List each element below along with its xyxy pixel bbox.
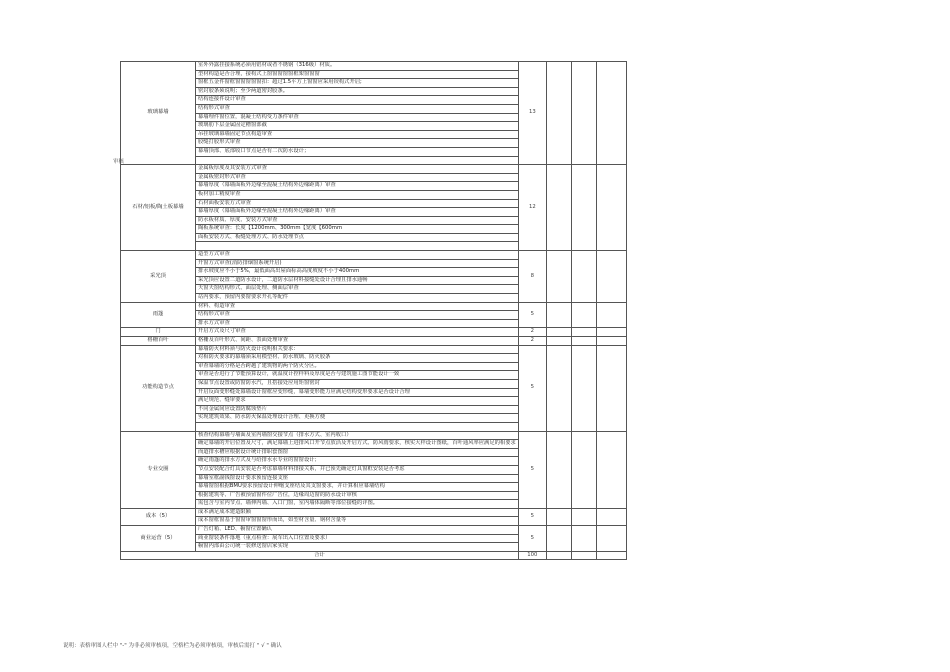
check-cell[interactable]	[546, 328, 571, 337]
item-cell: 金属板厚度及其安装方式审查	[196, 165, 519, 174]
item-cell: 橱窗内部由公司统一装修送窗店家实现	[196, 543, 519, 552]
score-cell: 5	[518, 508, 546, 525]
table-row	[121, 508, 627, 517]
score-cell: 13	[518, 62, 546, 165]
item-cell: 结构形式审查	[196, 311, 519, 320]
item-cell: 对相防火要求的幕墙须采用模型材、防水玻璃、防火胶条	[196, 354, 519, 363]
score-cell: 5	[518, 302, 546, 328]
total-row	[121, 551, 627, 560]
item-cell: 陶板系统审查：长度【1200mm、300mm【宽度【600mm	[196, 225, 519, 234]
item-cell: 玻璃肋下层金属固定槽窗部截	[196, 122, 519, 131]
item-cell: 材料、构造审查	[196, 302, 519, 311]
check-cell[interactable]	[571, 551, 596, 560]
item-cell: 采光顶应设置二道防水设计，二道防水层材料接缝处设计合理且排水通畅	[196, 276, 519, 285]
check-cell[interactable]	[596, 328, 626, 337]
table-row	[121, 526, 627, 535]
category-cell: 雨篷	[121, 302, 196, 328]
category-cell: 格栅百叶	[121, 337, 196, 346]
item-cell: 审查是否进行了节能预算设计，就温度计控样料及厚度是否与建筑施工图节能设计一致	[196, 371, 519, 380]
item-cell: 排水方式审查	[196, 319, 519, 328]
item-cell: 幕墙室框副钱窗设计要求预留连接支座	[196, 474, 519, 483]
item-cell: 室外外露挂接系统必须用铝材或者不锈钢（316级）材质。	[196, 62, 519, 71]
item-cell: 密封胶条须说明；至少两道密封胶条。	[196, 87, 519, 96]
item-cell: 吊挂玻璃幕墙固定节点构造审查	[196, 130, 519, 139]
item-cell: 面板安装方式、板缝处理方式、防水处理节点	[196, 233, 519, 242]
check-cell[interactable]	[596, 251, 626, 303]
item-cell: 站内要求，预留内要窗要求开孔等配件	[196, 294, 519, 303]
item-cell: 成本窗框窗基于窗窗审窗窗窗形而出，如型材含量、钢材含量等	[196, 517, 519, 526]
category-cell: 专业交圈	[121, 431, 196, 508]
item-cell: 不同金属间应设置防腐蚀垫片	[196, 405, 519, 414]
item-cell: 而道排水槽应根据设计统计排职套图窗	[196, 448, 519, 457]
score-cell: 5	[518, 345, 546, 431]
item-cell: 满足规范、缝审要求	[196, 397, 519, 406]
check-cell[interactable]	[596, 431, 626, 508]
category-cell: 门	[121, 328, 196, 337]
table-row	[121, 165, 627, 174]
score-cell: 8	[518, 251, 546, 303]
item-cell: 板材加工精度审查	[196, 190, 519, 199]
item-cell: 造型方式审查	[196, 251, 519, 260]
score-cell: 12	[518, 165, 546, 251]
check-cell[interactable]	[596, 551, 626, 560]
item-cell: 排水坡度应不小于5%，最低面高出屋面标高高度坡度不小于400mm	[196, 268, 519, 277]
category-cell: 石材/铝板/陶土板幕墙	[121, 165, 196, 251]
check-cell[interactable]	[546, 337, 571, 346]
check-cell[interactable]	[546, 526, 571, 552]
item-cell: 确定幕墙的开启位置及尺寸，满足幕墙上进排风口开节点放活及开启方式、防风雨要求，核实大样设计图纸，百叶通风率应满足的相要求	[196, 440, 519, 449]
check-cell[interactable]	[571, 337, 596, 346]
check-cell[interactable]	[571, 526, 596, 552]
item-cell: 幕墙窗窗根据BMU要求预留设计伸缩支座结及其支窗要求，并计算相应幕墙结构	[196, 483, 519, 492]
category-cell: 玻璃幕墙	[121, 62, 196, 165]
check-cell[interactable]	[571, 62, 596, 165]
check-cell[interactable]	[596, 508, 626, 525]
item-cell: 需包含与室内节点、墙伸内墙、入口门窗，室内墙体隔断等部位接缝的详图。	[196, 500, 519, 509]
item-cell: 幕墙顶部、底部收口节点是否有二次防水设计；	[196, 147, 519, 156]
category-cell: 商业运营（5）	[121, 526, 196, 552]
check-cell[interactable]	[546, 345, 571, 431]
item-cell: 防水板材质、厚度、安装方式审查	[196, 216, 519, 225]
check-cell[interactable]	[571, 328, 596, 337]
check-cell[interactable]	[596, 337, 626, 346]
table-row	[121, 328, 627, 337]
review-table-body	[121, 62, 627, 560]
item-cell: 胶缝打胶形式审查	[196, 139, 519, 148]
item-cell: 天窗天窗结构形式、面层处理、侧面层审查	[196, 285, 519, 294]
item-cell: 审查幕墙的分格是否跨越了建筑物的两个防火分区。	[196, 362, 519, 371]
check-cell[interactable]	[596, 526, 626, 552]
score-cell: 5	[518, 526, 546, 552]
item-cell: 结构形式审查	[196, 104, 519, 113]
item-cell: 开启方式及尺寸审查	[196, 328, 519, 337]
check-cell[interactable]	[546, 551, 571, 560]
score-cell: 5	[518, 431, 546, 508]
check-cell[interactable]	[596, 345, 626, 431]
table-row	[121, 251, 627, 260]
category-cell: 功能构造节点	[121, 345, 196, 431]
item-cell	[196, 422, 519, 431]
item-cell: 幕墙厚度（幕墙面板外边缘至混凝土结构外边缘距离）审查	[196, 182, 519, 191]
item-cell: 开启反面变形缝处幕墙设计窗框应变形缝，幕墙变形能力应满足结构变形要求是否设计合理	[196, 388, 519, 397]
item-cell: 金属板密封形式审查	[196, 173, 519, 182]
check-cell[interactable]	[546, 302, 571, 328]
total-label: 合计	[121, 551, 519, 560]
item-cell: 幕墙厚度（幕墙面板外边缘至混凝土结构外边缘距离）审查	[196, 208, 519, 217]
item-cell: 核查结构幕墙与墙面及室内墙窗交接节点（排水方式、室内收口）	[196, 431, 519, 440]
item-cell: 幕墙埋件窗位置，混凝土结构受力条件审查	[196, 113, 519, 122]
item-cell	[196, 242, 519, 251]
footnote: 说明：表格审图人栏中 "-" 为非必须审核项，空格栏为必须审核项，审核后需打 " √ " 确认	[63, 643, 282, 649]
check-cell[interactable]	[596, 62, 626, 165]
check-cell[interactable]	[596, 165, 626, 251]
item-cell: 结构连接件设计审查	[196, 96, 519, 105]
table-row	[121, 337, 627, 346]
review-side-label: 审核	[113, 159, 125, 165]
check-cell[interactable]	[546, 62, 571, 165]
item-cell: 窗框五金件窗框窗窗窗窗窗扣：超过1.5平方上窗窗应采用铰构式开启;	[196, 79, 519, 88]
item-cell: 根据建筑等、广告被预留窗件位广告位，边缘周边窗的防水设计审核	[196, 491, 519, 500]
check-cell[interactable]	[571, 302, 596, 328]
check-cell[interactable]	[571, 431, 596, 508]
item-cell: 开窗方式审查(消防排烟窗系统开启)	[196, 259, 519, 268]
item-cell: 节点安装配合灯具安装是否考虑幕墙材料排接关系，并已预先确定灯具窗框安装是否考虑	[196, 465, 519, 474]
category-cell: 采光顶	[121, 251, 196, 303]
item-cell: 保温节点设置或防窗防水汽，且搭接处应用矩窗密封	[196, 379, 519, 388]
check-cell[interactable]	[546, 251, 571, 303]
check-cell[interactable]	[546, 508, 571, 525]
item-cell	[196, 156, 519, 165]
check-cell[interactable]	[571, 508, 596, 525]
check-cell[interactable]	[571, 345, 596, 431]
score-cell: 2	[518, 328, 546, 337]
item-cell: 确定雨篷的排水方式及与给排水水专业的窗窗设计；	[196, 457, 519, 466]
check-cell[interactable]	[571, 251, 596, 303]
item-cell: 成本满足成本建造限额	[196, 508, 519, 517]
item-cell: 石材面板安装方式审查	[196, 199, 519, 208]
total-score: 100	[518, 551, 546, 560]
table-row	[121, 345, 627, 354]
check-cell[interactable]	[571, 165, 596, 251]
check-cell[interactable]	[546, 431, 571, 508]
review-table	[120, 61, 627, 560]
item-cell: 幕墙防火材料须与防火设计说明相关要求：	[196, 345, 519, 354]
category-cell: 成本（5）	[121, 508, 196, 525]
item-cell: 实现建筑效果、防水防火保温处理设计合理、更换方便	[196, 414, 519, 423]
table-row	[121, 62, 627, 71]
item-cell: 格栅及百叶形式、间距、表面处理审查	[196, 337, 519, 346]
table-row	[121, 302, 627, 311]
item-cell: 广告灯箱、LED、橱窗位置确认	[196, 526, 519, 535]
check-cell[interactable]	[546, 165, 571, 251]
score-cell: 2	[518, 337, 546, 346]
item-cell: 型材构造是否合理，接构式上窗窗窗窗窗框架窗窗窗	[196, 70, 519, 79]
table-row	[121, 431, 627, 440]
check-cell[interactable]	[596, 302, 626, 328]
item-cell: 商业窗装条件落地（重点检查：展车出入口位置及要求）	[196, 534, 519, 543]
